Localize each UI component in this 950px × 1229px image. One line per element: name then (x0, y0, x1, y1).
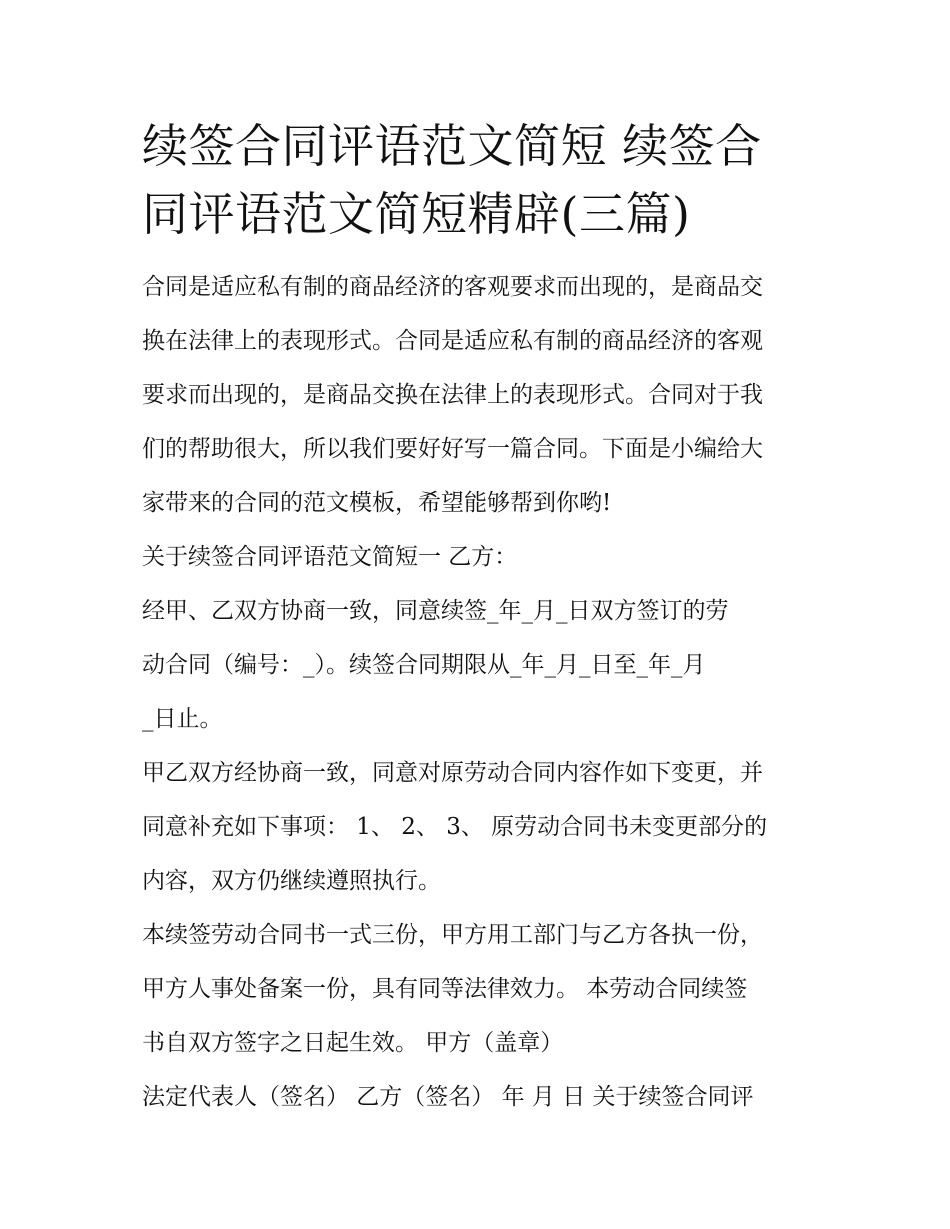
text-line: 家带来的合同的范文模板，希望能够帮到你哟! (142, 490, 612, 516)
section-heading-paragraph (142, 530, 814, 584)
signature-paragraph (142, 1070, 814, 1124)
text-line: 法定代表人（签名） 乙方（签名） 年 月 日 关于续签合同评 (142, 1084, 754, 1110)
changes-paragraph (142, 746, 814, 908)
text-line: 要求而出现的，是商品交换在法律上的表现形式。合同对于我 (142, 382, 763, 408)
text-line: 甲方人事处备案一份，具有同等法律效力。 本劳动合同续签 (142, 976, 748, 1002)
intro-paragraph (142, 260, 814, 530)
text-line: 合同是适应私有制的商品经济的客观要求而出现的，是商品交 (142, 274, 763, 300)
text-line: 本续签劳动合同书一式三份，甲方用工部门与乙方各执一份， (142, 922, 763, 948)
text-line: 们的帮助很大，所以我们要好好写一篇合同。下面是小编给大 (142, 436, 763, 462)
text-line: 内容，双方仍继续遵照执行。 (142, 868, 441, 894)
title-line: 同评语范文简短精辟(三篇) (142, 187, 691, 241)
renewal-term-paragraph (142, 584, 814, 746)
text-line: 同意补充如下事项： 1、 2、 3、 原劳动合同书未变更部分的 (142, 814, 768, 840)
copies-paragraph (142, 908, 814, 1070)
text-line: 甲乙双方经协商一致，同意对原劳动合同内容作如下变更，并 (142, 760, 763, 786)
text-line: 经甲、乙双方协商一致，同意续签_年_月_日双方签订的劳 (142, 598, 729, 624)
document-title (142, 112, 814, 248)
document-body (142, 112, 814, 1124)
title-line: 续签合同评语范文简短 续签合 (142, 119, 762, 173)
text-line: 动合同（编号：_）。续签合同期限从_年_月_日至_年_月 (142, 652, 706, 678)
text-line: 书自双方签字之日起生效。 甲方（盖章） (142, 1030, 564, 1056)
text-line: _日止。 (142, 706, 223, 732)
text-line: 关于续签合同评语范文简短一 乙方： (142, 544, 518, 570)
text-line: 换在法律上的表现形式。合同是适应私有制的商品经济的客观 (142, 328, 763, 354)
